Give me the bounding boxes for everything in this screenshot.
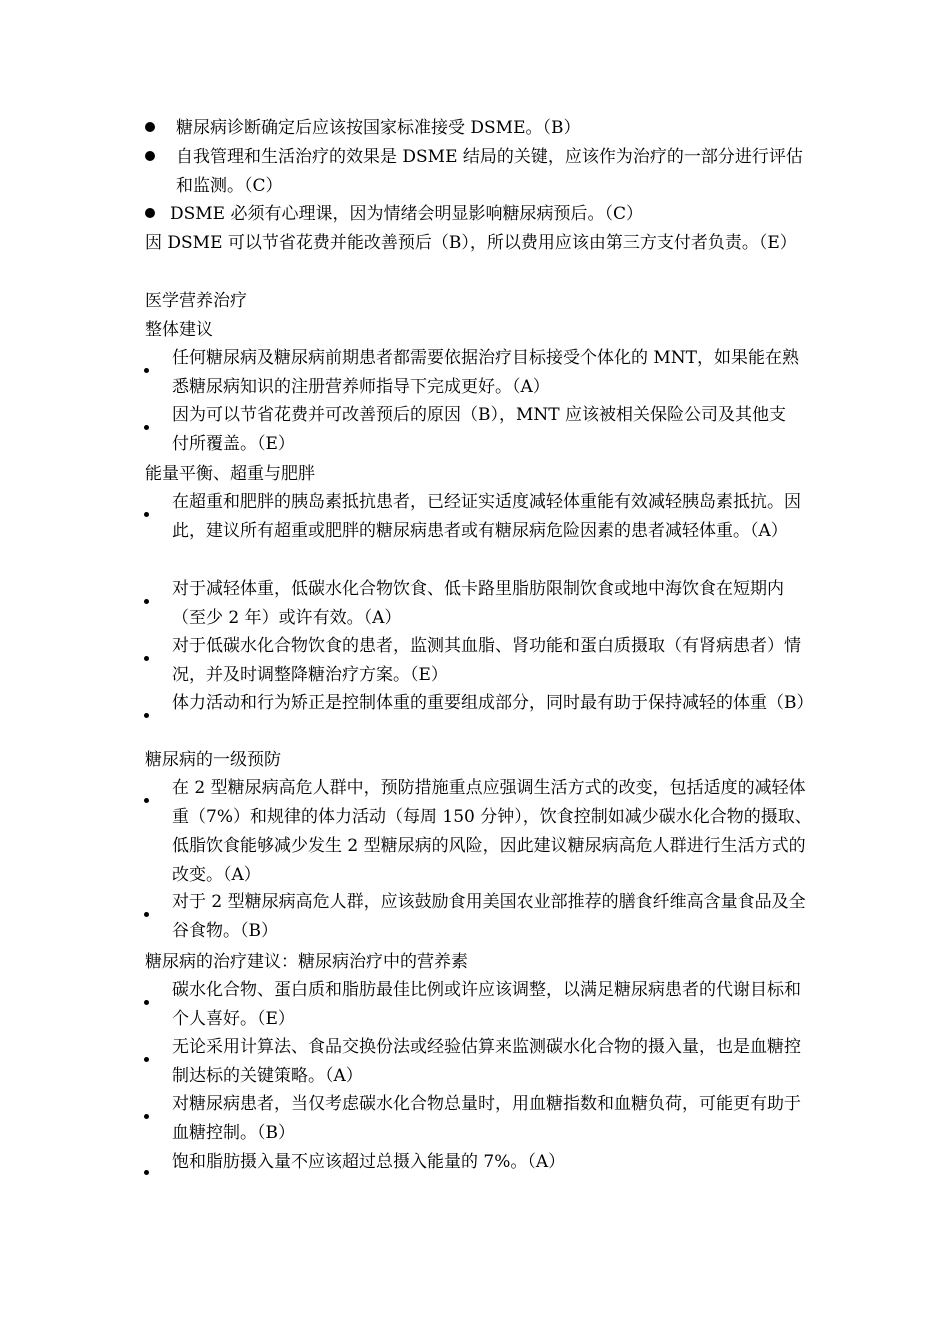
list-item: 对于 2 型糖尿病高危人群，应该鼓励食用美国农业部推荐的膳食纤维高含量食品及全谷食物。（B） (172, 892, 806, 941)
bullet-icon (144, 1057, 149, 1062)
list-item: 在超重和肥胖的胰岛素抵抗患者，已经证实适度减轻体重能有效减轻胰岛素抵抗。因此，建议所有超重或肥胖的糖尿病患者或有糖尿病危险因素的患者减轻体重。（A） (172, 492, 801, 541)
subsection-heading: 糖尿病的一级预防 (145, 750, 281, 770)
list-item: DSME 必须有心理课，因为情绪会明显影响糖尿病预后。（C） (170, 204, 644, 224)
bullet-icon (145, 122, 155, 132)
bullet-icon (144, 912, 149, 917)
subsection-heading: 整体建议 (145, 320, 213, 340)
bullet-icon (144, 798, 149, 803)
bullet-icon (144, 1170, 149, 1175)
bullet-icon (144, 1114, 149, 1119)
list-item: 任何糖尿病及糖尿病前期患者都需要依据治疗目标接受个体化的 MNT，如果能在熟悉糖尿病知识的注册营养师指导下完成更好。（A） (172, 348, 800, 397)
bullet-icon (144, 512, 149, 517)
bullet-icon (144, 425, 149, 430)
paragraph: 因 DSME 可以节省花费并能改善预后（B），所以费用应该由第三方支付者负责。（E） (145, 233, 797, 253)
bullet-icon (144, 368, 149, 373)
bullet-icon (145, 151, 155, 161)
list-item: 无论采用计算法、食品交换份法或经验估算来监测碳水化合物的摄入量，也是血糖控制达标的关键策略。（A） (172, 1037, 801, 1086)
subsection-heading: 能量平衡、超重与肥胖 (145, 464, 315, 484)
bullet-icon (144, 713, 149, 718)
bullet-icon (145, 208, 155, 218)
bullet-icon (144, 1000, 149, 1005)
list-item: 体力活动和行为矫正是控制体重的重要组成部分，同时最有助于保持减轻的体重（B） (172, 693, 814, 713)
list-item: 在 2 型糖尿病高危人群中，预防措施重点应强调生活方式的改变，包括适度的减轻体重（7%）和规律的体力活动（每周 150 分钟），饮食控制如减少碳水化合物的摄取、低脂饮食能够减少发生 2 型糖尿病的风险，因此建议糖尿病高危人群进行生活方式的改变。（A） (172, 778, 812, 885)
list-item: 碳水化合物、蛋白质和脂肪最佳比例或许应该调整，以满足糖尿病患者的代谢目标和个人喜好。（E） (172, 980, 801, 1029)
list-item: 饱和脂肪摄入量不应该超过总摄入能量的 7%。（A） (172, 1152, 566, 1172)
list-item: 对于减轻体重，低碳水化合物饮食、低卡路里脂肪限制饮食或地中海饮食在短期内（至少 2 年）或许有效。（A） (172, 579, 784, 628)
bullet-icon (144, 599, 149, 604)
list-item: 对于低碳水化合物饮食的患者，监测其血脂、肾功能和蛋白质摄取（有肾病患者）情况，并及时调整降糖治疗方案。（E） (172, 636, 801, 685)
bullet-icon (144, 656, 149, 661)
subsection-heading: 糖尿病的治疗建议：糖尿病治疗中的营养素 (145, 952, 468, 972)
list-item: 糖尿病诊断确定后应该按国家标准接受 DSME。（B） (176, 118, 581, 138)
list-item: 因为可以节省花费并可改善预后的原因（B），MNT 应该被相关保险公司及其他支付所覆盖。（E） (172, 405, 787, 454)
section-heading: 医学营养治疗 (145, 291, 247, 311)
list-item: 自我管理和生活治疗的效果是 DSME 结局的关键，应该作为治疗的一部分进行评估和监测。（C） (176, 147, 803, 196)
list-item: 对糖尿病患者，当仅考虑碳水化合物总量时，用血糖指数和血糖负荷，可能更有助于血糖控制。（B） (172, 1094, 801, 1143)
